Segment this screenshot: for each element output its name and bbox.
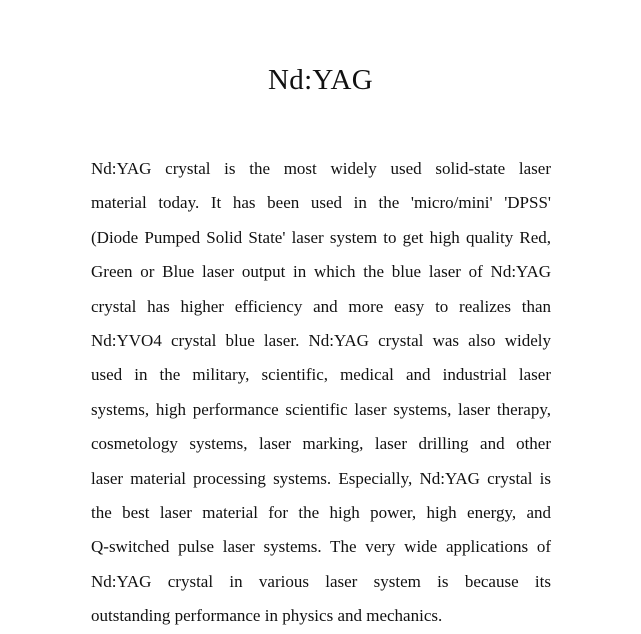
paragraph-line: used in the military, scientific, medical and industrial laser: [91, 365, 551, 385]
paragraph-line: outstanding performance in physics and mechanics.: [91, 606, 443, 626]
paragraph-line: Nd:YAG crystal is the most widely used solid-state laser: [91, 159, 551, 178]
paragraph-line: material today. It has been used in the 'micro/mini' 'DPSS': [91, 193, 551, 213]
page-title: Nd:YAG: [268, 64, 373, 96]
body-paragraph: [91, 152, 551, 634]
paragraph-line: Green or Blue laser output in which the blue laser of Nd:YAG: [91, 262, 551, 282]
paragraph-line: systems, high performance scientific laser systems, laser therapy,: [91, 399, 551, 419]
paragraph-line: crystal has higher efficiency and more easy to realizes than: [91, 296, 551, 316]
paragraph-line: cosmetology systems, laser marking, laser drilling and other: [91, 434, 551, 454]
paragraph-line: Q-switched pulse laser systems. The very wide applications of: [91, 537, 551, 557]
paragraph-line: (Diode Pumped Solid State' laser system to get high quality Red,: [91, 227, 551, 247]
paragraph-line: laser material processing systems. Especially, Nd:YAG crystal is: [91, 468, 551, 488]
paragraph-line: Nd:YVO4 crystal blue laser. Nd:YAG crystal was also widely: [91, 331, 551, 351]
paragraph-line: Nd:YAG crystal in various laser system is because its: [91, 571, 551, 591]
paragraph-line: the best laser material for the high power, high energy, and: [91, 503, 551, 523]
